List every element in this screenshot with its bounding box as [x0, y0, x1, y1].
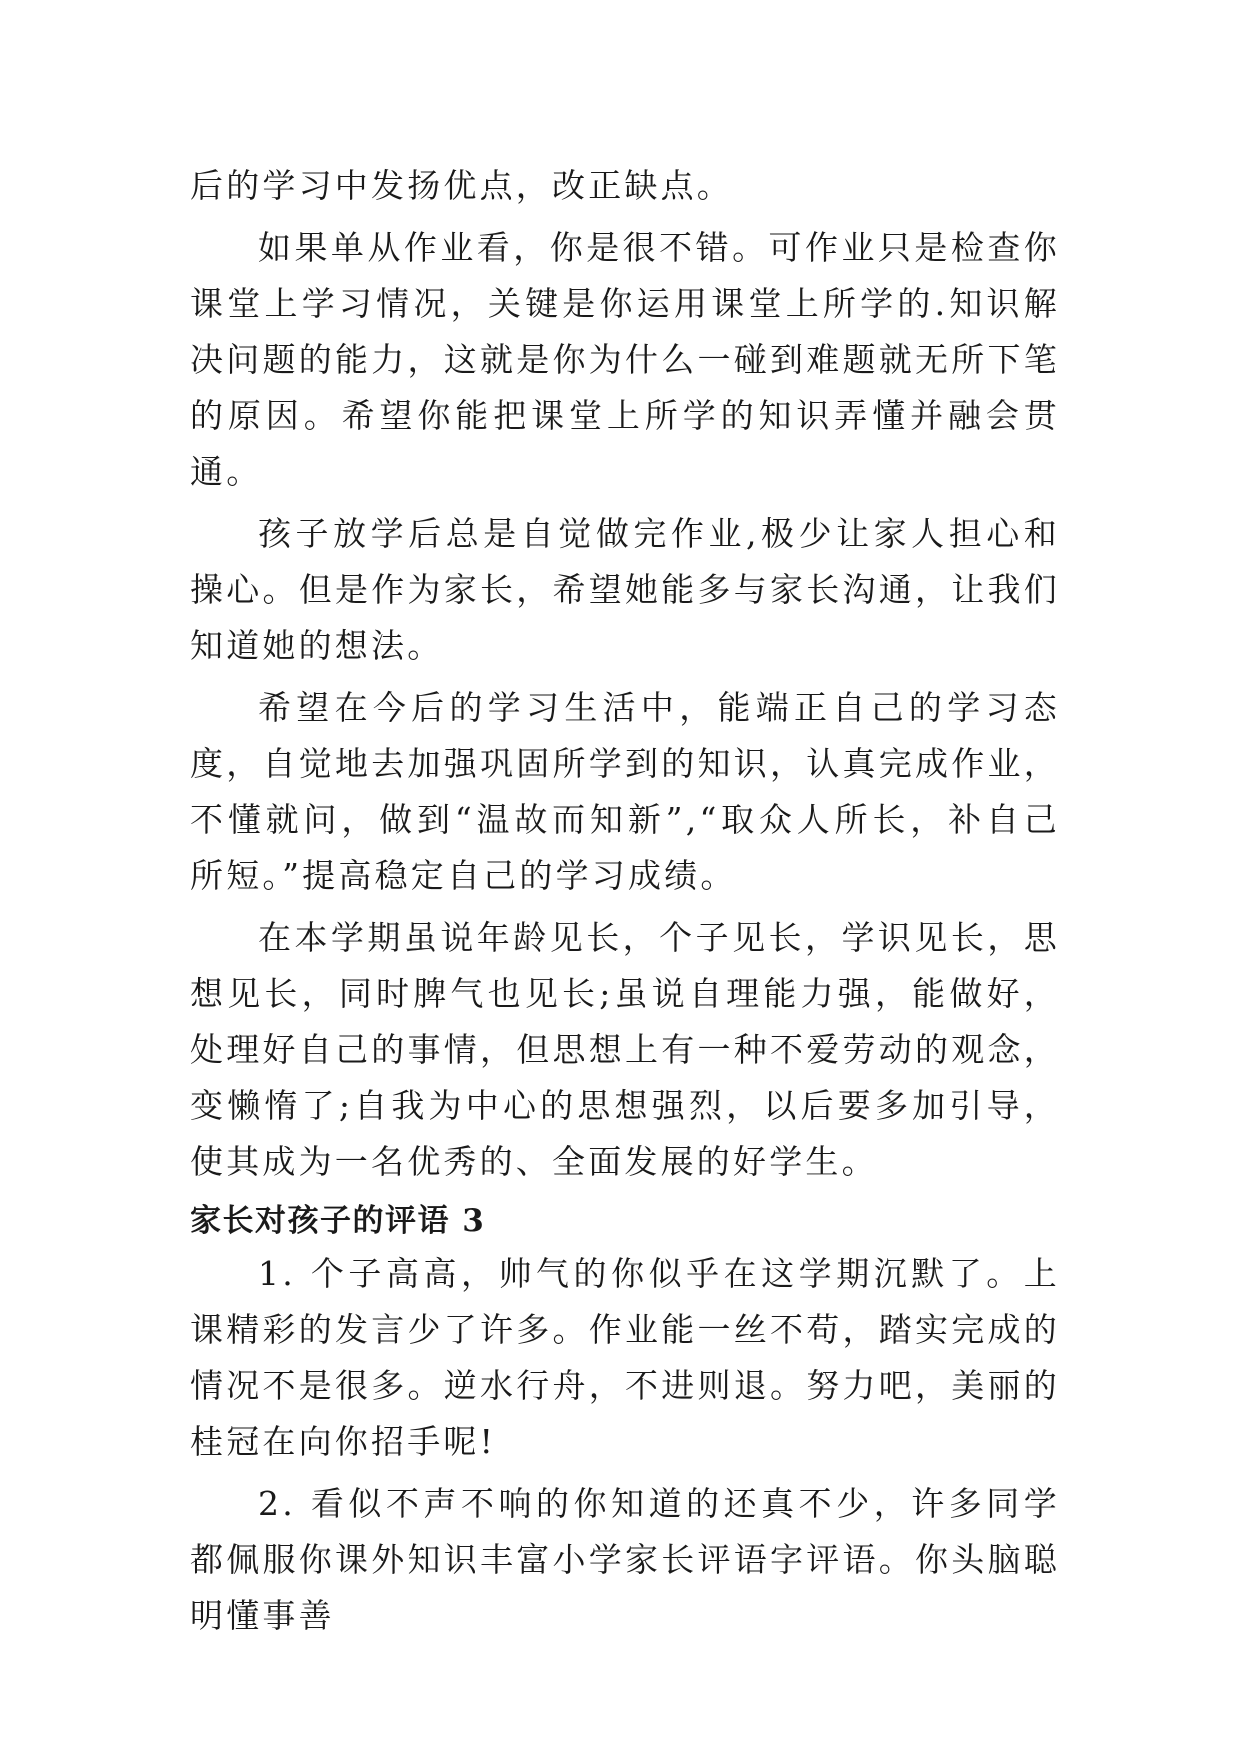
paragraph-communication: 孩子放学后总是自觉做完作业,极少让家人担心和操心。但是作为家长，希望她能多与家长沟通，让我们知道她的想法。 [190, 514, 1060, 665]
paragraph-continuation: 后的学习中发扬优点，改正缺点。 [190, 166, 733, 205]
section-title: 家长对孩子的评语 3 [190, 1203, 486, 1239]
list-item-1: 1. 个子高高，帅气的你似乎在这学期沉默了。上课精彩的发言少了许多。作业能一丝不苟，踏实完成的情况不是很多。逆水行舟，不进则退。努力吧，美丽的桂冠在向你招手呢! [190, 1254, 1060, 1461]
paragraph-homework: 如果单从作业看，你是很不错。可作业只是检查你课堂上学习情况，关键是你运用课堂上所学的.知识解决问题的能力，这就是你为什么一碰到难题就无所下笔的原因。希望你能把课堂上所学的知识弄懂并融会贯通。 [190, 228, 1060, 491]
list-item-2: 2. 看似不声不响的你知道的还真不少，许多同学都佩服你课外知识丰富小学家长评语字评语。你头脑聪明懂事善 [190, 1484, 1060, 1635]
document-body [190, 158, 1060, 1650]
paragraph-hope: 希望在今后的学习生活中，能端正自己的学习态度，自觉地去加强巩固所学到的知识，认真完成作业，不懂就问，做到“温故而知新”,“取众人所长，补自己所短。”提高稳定自己的学习成绩。 [190, 688, 1060, 895]
paragraph-semester: 在本学期虽说年龄见长，个子见长，学识见长，思想见长，同时脾气也见长;虽说自理能力强，能做好，处理好自己的事情，但思想上有一种不爱劳动的观念，变懒惰了;自我为中心的思想强烈，以后要多加引导，使其成为一名优秀的、全面发展的好学生。 [190, 918, 1060, 1181]
